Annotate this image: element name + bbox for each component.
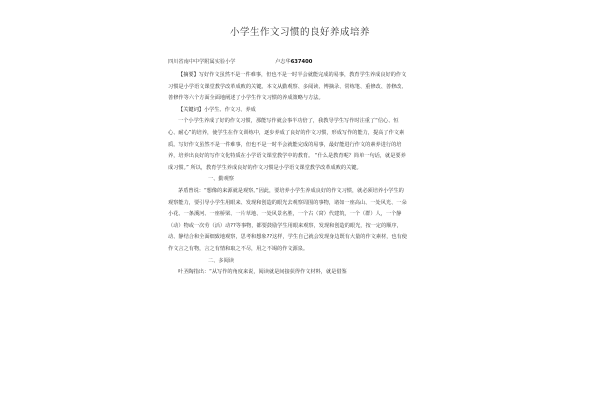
abstract-text: 写好作文虽然不是一件难事，但也不是一时半会就能完成的易事，教育学生养成良好的作文习惯是小学语文课堂教学改革成败的关键。本文从勤观察、多阅读、博摘录、常练笔、重修改、善修改、善修作等六个方面全面地阐述了小学生作文习惯的养成策略与方法。 [168,72,407,102]
section-heading-observe: 一、勤观察 [208,176,234,183]
section-paragraph-observe: 茅盾曾说：“想像的来源就是观察。”因此，要培养小学生养成良好的作文习惯，就必须培养小学生的观察能力，要引导小学生用眼来、发现和创造的眼光去观察周围的事物，诸如一座高山、一处风光、一朵小花、一条溪河、一座桥梁、一片草地、一处风景名胜，一个古（窝）代建筑，一个（群）人，一个静（动）物或一次劳（活）动??等事物，都要鼓励学生用眼来观察，发现和创造的眼光，按一定的顺序，动、静结合和全面细致地观察，思考和想象??这样，学生自己就会发现身边既有大量的作文素材，也有使作文言之有物，言之有情和取之不尽，用之不竭的作文源泉。 [168,187,407,252]
document-title: 小学生作文习惯的良好养成培养 [229,27,370,38]
section-paragraph-read: 叶圣陶指出：“从写作的角度来说，阅读就是间接获得作文材料，就是借鉴 [178,269,347,276]
keywords-label: 【关键词】 [178,106,204,113]
postal-code: 637400 [290,59,313,65]
abstract-paragraph [168,70,408,105]
section-heading-read: 二、多阅读 [208,257,234,264]
intro-paragraph: 一个小学生养成了好的作文习惯，那能写作就会事半功倍了，我教导学生写作时注重了“信心、恒心、耐心”的培养，使学生在作文训练中，逐步养成了良好的作文习惯，形成写作的能力，提高了作文素质。写好作文虽然不是一件难事，但也不是一时半会就能完成的易事，最好能进行作文的素养进行的培养，培养出良好的写作文化特质在小学语文课堂教学中的教育。 “什么是教育呢？简单一句话，就是要养成习惯。” 所以，教育学生养成良好的作文习惯是小学语文课堂教学改革成败的关键。 [168,118,406,171]
author-line [168,58,312,65]
school-name: 四川省南中中学附属实验小学 [168,59,236,65]
abstract-label: 【摘要】 [178,72,199,78]
author-name: 卢志华 [275,59,291,65]
keywords-text: 小学生、作文习、养成 [203,106,256,113]
document-body [168,70,408,279]
keywords-paragraph [168,105,408,117]
